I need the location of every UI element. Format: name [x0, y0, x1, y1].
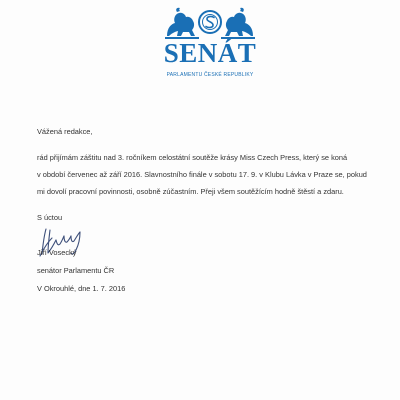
logo-subtitle: PARLAMENTU ČESKÉ REPUBLIKY [166, 72, 254, 78]
senate-emblem-icon [163, 6, 257, 40]
senate-logo [160, 6, 260, 80]
letter-body-line: rád přijímám záštitu nad 3. ročníkem celostátní soutěže krásy Miss Czech Press, který se koná [37, 153, 348, 162]
letter-salutation: Vážená redakce, [37, 127, 93, 136]
signer-title: senátor Parlamentu ČR [37, 266, 115, 275]
letter-body-line: v období červenec až září 2016. Slavnostního finále v sobotu 17. 9. v Klubu Lávka v Praze se, pokud [37, 170, 367, 179]
place-date: V Okrouhlé, dne 1. 7. 2016 [37, 284, 126, 293]
logo-title: SENÁT [163, 38, 257, 68]
signer-name: Jiří Vosecký [37, 248, 77, 257]
letter-body-line: mi dovolí pracovní povinnosti, osobně zúčastním. Přeji všem soutěžícím hodně štěstí a zdaru. [37, 187, 344, 196]
letter-closing: S úctou [37, 213, 63, 222]
